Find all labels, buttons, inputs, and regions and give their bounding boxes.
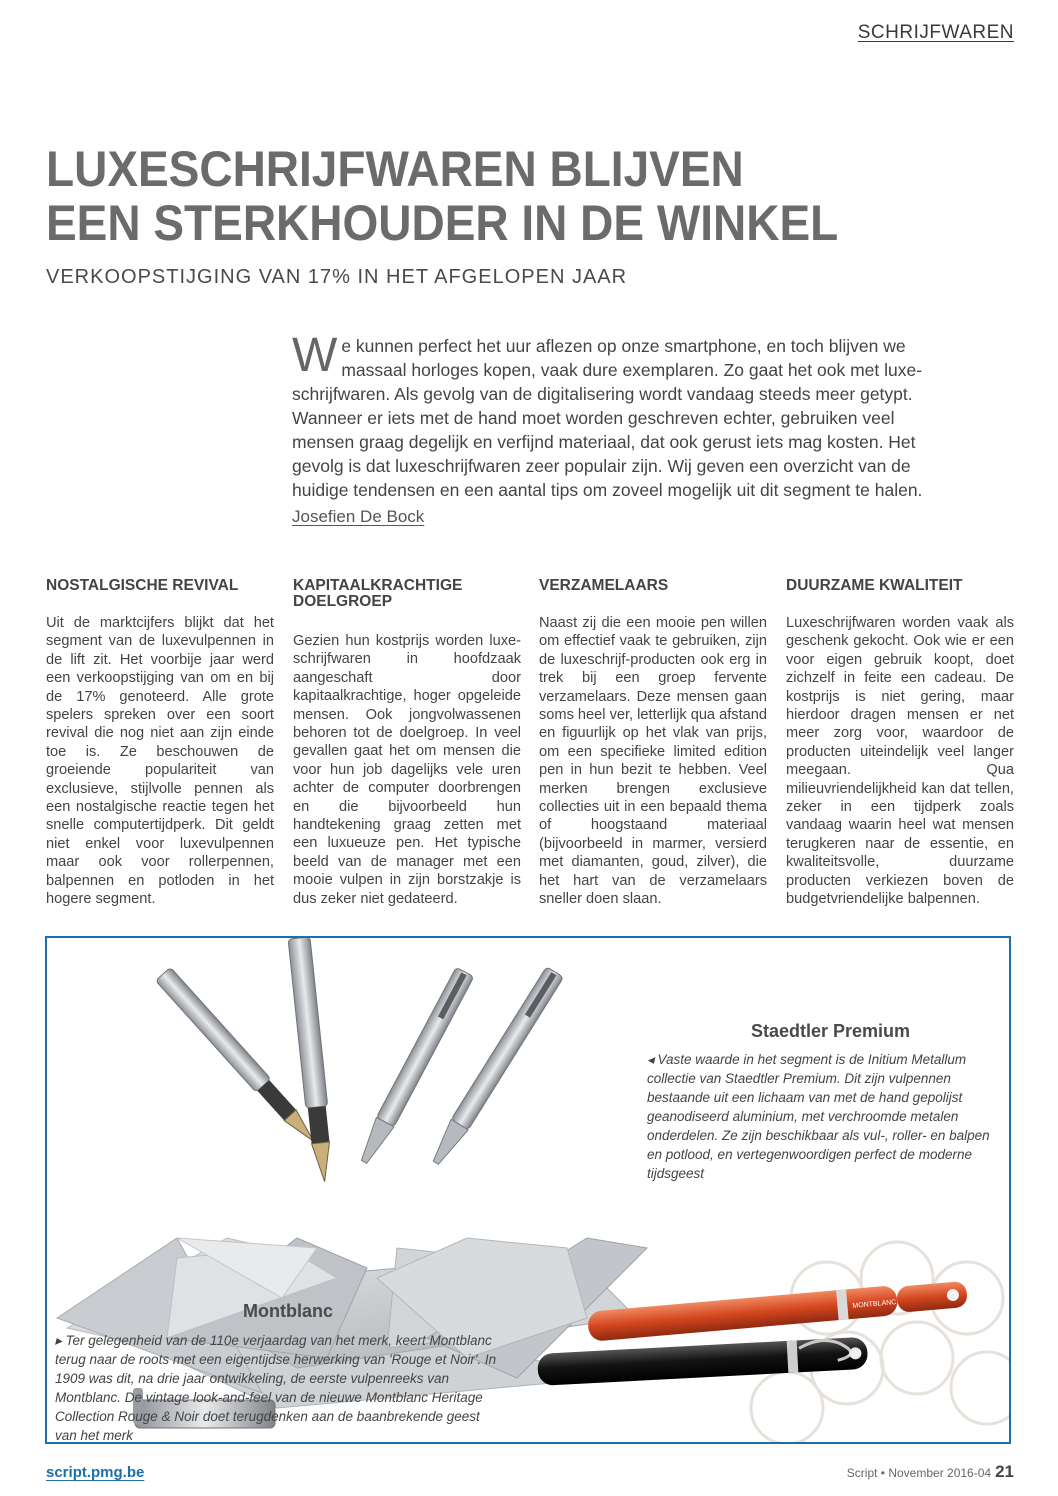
column-body: Naast zij die een mooie pen willen om effectief vaak te gebruiken, zijn de luxeschrijf-producten ook erg in trek bij een groep fervente verzamelaars. Deze mensen gaan soms heel ver, letterlijk qua afstand en figuurlijk op het vlak van prijs, om een specifieke limited edition pen in hun bezit te hebben. Veel merken brengen exclusieve collecties uit in een bepaald thema of hoogstaand materiaal (bijvoorbeeld in marmer, versierd met diamanten, goud, zilver), die het hart van de verzamelaars sneller doen slaan. bbox=[539, 615, 767, 908]
section-label: SCHRIJFWAREN bbox=[857, 22, 1014, 43]
column-body: Luxeschrijfwaren worden vaak als geschenk gekocht. Ook wie er een voor eigen gebruik koopt, doet zichzelf in feite een cadeau. De kostprijs is niet gering, maar hierdoor dragen mensen er net meer zorg voor, waardoor de producten uiteindelijk veel langer meegaan. Qua milieuvriendelijkheid kan dat tellen, zeker in een tijdperk zoals vandaag waarin heel wat mensen terugkeren naar de essentie, en kwaliteitsvolle, duurzame producten verkiezen boven de budgetvriendelijke balpennen. bbox=[786, 615, 1014, 908]
intro-text: e kunnen perfect het uur aflezen op onze smartphone, en toch blijven we massaal horloges kopen, vaak dure exemplaren. Zo gaat het ook met luxe-schrijfwaren. Als gevolg van de digitalisering wordt vandaag steeds meer getypt. Wanneer er iets met de hand moet worden geschreven echter, gebruiken veel mensen graag degelijk en verfijnd materiaal, dat ook gerust iets mag kosten. Het gevolg is dat luxeschrijfwaren zeer populair zijn. Wij geven een overzicht van de huidige tendensen en een aantal tips om zoveel mogelijk uit dit segment te halen. bbox=[292, 336, 923, 500]
pen-brand-engraving: MONTBLANC bbox=[852, 1299, 897, 1310]
montblanc-caption-text: ▸ Ter gelegenheid van de 110e verjaardag van het merk, keert Montblanc terug naar de roots met een eigentijdse herwerking van 'Rouge et Noir'. In 1909 was dit, na drie jaar ontwikkeling, de eerste vulpenreeks van Montblanc. De vintage look-and-feel van de nieuwe Montblanc Heritage Collection Rouge & Noir doet terugdenken aan de baanbrekende geest van het merk bbox=[55, 1333, 497, 1443]
title-line-2: EEN STERKHOUDER IN DE WINKEL bbox=[46, 195, 839, 251]
staedtler-caption-text: ◂ Vaste waarde in het segment is de Initium Metallum collectie van Staedtler Premium. Dit zijn vulpennen bestaande uit een lichaam van met de hand gepolijst geanodiseerd aluminium, met verchroomde metalen onderdelen. Ze zijn beschikbaar als vul-, roller- en balpen en potlood, en vertegenwoordigen perfect de moderne tijdsgeest bbox=[647, 1052, 990, 1181]
column-collectors bbox=[539, 578, 767, 909]
title-line-1: LUXESCHRIJFWAREN BLIJVEN bbox=[46, 141, 744, 197]
website-link[interactable]: script.pmg.be bbox=[46, 1464, 145, 1481]
column-heading: VERZAMELAARS bbox=[539, 577, 669, 594]
column-target-group bbox=[293, 578, 521, 908]
page-title bbox=[46, 142, 874, 250]
column-heading: KAPITAALKRACHTIGE DOELGROEP bbox=[293, 577, 463, 610]
column-durable-quality bbox=[786, 578, 1014, 909]
column-nostalgic-revival bbox=[46, 578, 274, 909]
page-number: 21 bbox=[995, 1462, 1014, 1481]
column-body: Uit de marktcijfers blijkt dat het segment van de luxevulpennen in de lift zit. Het voorbije jaar werd een verkoopstijging van om en bij de 17% genoteerd. Alle grote spelers spreken over een soort revival die nog niet aan zijn einde toe is. Ze beschouwen de groeiende populariteit van exclusieve, stijlvolle pennen als een nostalgische reactie tegen het snelle computertijdperk. Dit geldt niet enkel voor luxevulpennen maar ook voor rollerpennen, balpennen en potloden in het hogere segment. bbox=[46, 615, 274, 908]
staedtler-caption-title: Staedtler Premium bbox=[751, 1021, 911, 1041]
product-showcase-box bbox=[45, 936, 1011, 1444]
issue-info bbox=[847, 1462, 1014, 1482]
intro-paragraph bbox=[292, 329, 932, 502]
subtitle: VERKOOPSTIJGING VAN 17% IN HET AFGELOPEN JAAR bbox=[46, 266, 628, 288]
column-heading: NOSTALGISCHE REVIVAL bbox=[46, 577, 239, 594]
dropcap: W bbox=[292, 329, 338, 382]
author-link[interactable]: Josefien De Bock bbox=[292, 507, 425, 526]
issue-label: Script • November 2016-04 bbox=[846, 1466, 992, 1480]
column-heading: DUURZAME KWALITEIT bbox=[786, 577, 963, 594]
montblanc-caption-title: Montblanc bbox=[243, 1301, 333, 1321]
column-body: Gezien hun kostprijs worden luxe-schrijfwaren in hoofdzaak aangeschaft door kapitaalkrachtige, hoger opgeleide mensen. Ook jongvolwassenen behoren tot de doelgroep. In veel gevallen gaat het om mensen die voor hun job dagelijks vele uren achter de computer doorbrengen en die bijvoorbeeld hun handtekening graag zetten met een luxueuze pen. Het typische beeld van de manager met een mooie vulpen in zijn borstzakje is dus zeker niet gedateerd. bbox=[293, 633, 521, 907]
